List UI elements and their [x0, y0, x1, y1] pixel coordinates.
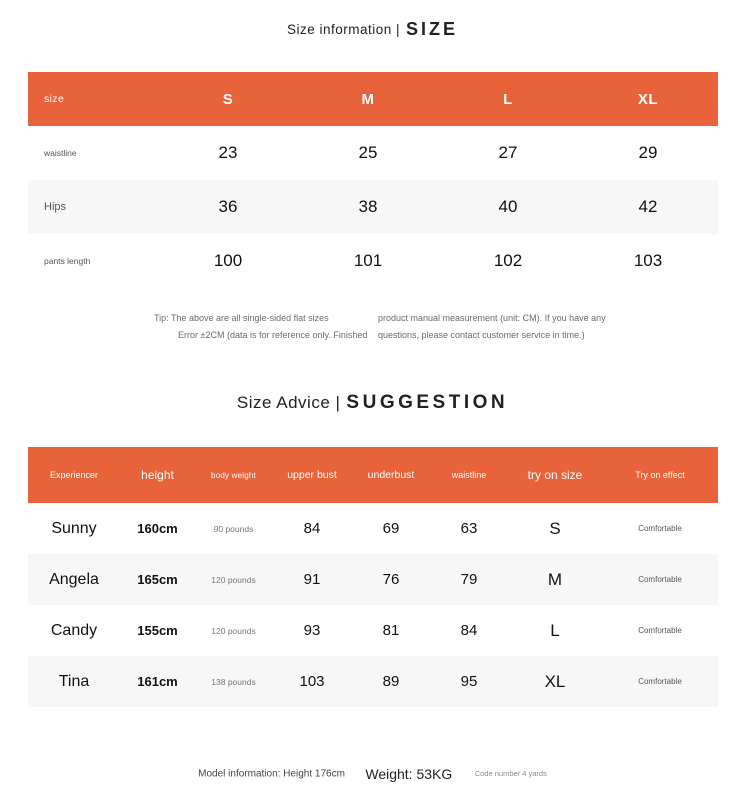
- size-row-label-pants-length: pants length: [44, 256, 91, 266]
- advice-cell-size-1: M: [547, 569, 563, 589]
- size-table-header-s: S: [222, 90, 234, 108]
- size-advice-heading-emph: SUGGESTION: [346, 392, 509, 413]
- table-row: [28, 605, 718, 656]
- advice-cell-size-0: S: [549, 518, 561, 538]
- advice-cell-name-3: Tina: [58, 672, 90, 690]
- advice-cell-upper-bust-0: 84: [303, 520, 321, 537]
- size-table-header-row: [28, 72, 718, 126]
- advice-cell-upper-bust-3: 103: [299, 673, 325, 690]
- advice-cell-underbust-2: 81: [382, 622, 400, 639]
- footer-weight: Weight: 53KG: [365, 765, 453, 782]
- size-advice-heading-lead: Size Advice |: [236, 393, 341, 412]
- advice-cell-name-2: Candy: [50, 621, 98, 639]
- tip-line2-right: questions, please contact customer service in time.): [378, 330, 585, 341]
- advice-cell-weight-3: 138 pounds: [211, 676, 256, 687]
- advice-cell-effect-0: Comfortable: [638, 524, 682, 533]
- advice-cell-underbust-3: 89: [382, 673, 400, 690]
- size-table-header-m: M: [361, 90, 375, 108]
- size-cell-waistline-l: 27: [498, 143, 518, 162]
- advice-cell-effect-1: Comfortable: [638, 575, 682, 584]
- advice-cell-weight-1: 120 pounds: [211, 574, 256, 585]
- advice-cell-waistline-1: 79: [460, 571, 478, 588]
- footer-code-number: Code number 4 yards: [474, 769, 547, 779]
- advice-cell-waistline-0: 63: [460, 520, 478, 537]
- size-row-label-hips: Hips: [44, 201, 67, 213]
- size-table-header-l: L: [503, 90, 513, 108]
- size-table-header-xl: XL: [637, 90, 659, 108]
- size-cell-hips-xl: 42: [638, 197, 658, 216]
- advice-header-body-weight: body weight: [211, 470, 256, 480]
- advice-cell-name-0: Sunny: [51, 519, 97, 537]
- size-row-label-waistline: waistline: [44, 148, 77, 158]
- size-cell-waistline-s: 23: [218, 143, 238, 162]
- advice-cell-weight-2: 120 pounds: [211, 625, 256, 636]
- advice-header-experiencer: Experiencer: [49, 470, 99, 480]
- advice-header-height: height: [141, 468, 174, 482]
- advice-cell-effect-2: Comfortable: [638, 626, 682, 635]
- advice-cell-upper-bust-2: 93: [303, 622, 321, 639]
- table-row: [28, 126, 718, 180]
- advice-cell-size-2: L: [550, 620, 560, 640]
- advice-cell-height-3: 161cm: [137, 674, 178, 689]
- size-cell-hips-m: 38: [358, 197, 378, 216]
- size-info-heading-emph: SIZE: [406, 19, 459, 39]
- advice-cell-effect-3: Comfortable: [638, 677, 682, 686]
- table-row: [28, 554, 718, 605]
- advice-cell-height-1: 165cm: [137, 572, 178, 587]
- advice-cell-underbust-1: 76: [382, 571, 400, 588]
- tip-line2-left: Error ±2CM (data is for reference only. Finished: [178, 330, 368, 341]
- size-cell-waistline-m: 25: [358, 143, 378, 162]
- size-information-table: [28, 72, 718, 288]
- size-cell-pants-length-s: 100: [213, 251, 243, 270]
- advice-cell-upper-bust-1: 91: [303, 571, 321, 588]
- advice-cell-size-3: XL: [544, 671, 566, 691]
- table-row: [28, 503, 718, 554]
- model-information-footer: [0, 765, 745, 783]
- size-info-heading-lead: Size information |: [286, 22, 401, 37]
- advice-header-upper-bust: upper bust: [287, 469, 337, 481]
- measurement-tip: [150, 310, 610, 344]
- advice-cell-height-2: 155cm: [137, 623, 178, 638]
- advice-cell-underbust-0: 69: [382, 520, 400, 537]
- advice-cell-waistline-2: 84: [460, 622, 478, 639]
- size-advice-table: [28, 447, 718, 707]
- size-cell-pants-length-m: 101: [353, 251, 383, 270]
- table-row: [28, 234, 718, 288]
- advice-header-waistline: waistline: [451, 470, 487, 480]
- size-table-header-size: size: [44, 93, 65, 105]
- size-cell-waistline-xl: 29: [638, 143, 658, 162]
- size-info-heading: [0, 19, 745, 40]
- table-row: [28, 656, 718, 707]
- advice-header-underbust: underbust: [367, 469, 415, 481]
- advice-cell-waistline-3: 95: [460, 673, 478, 690]
- size-advice-heading: [0, 392, 745, 414]
- size-cell-hips-s: 36: [218, 197, 238, 216]
- size-cell-hips-l: 40: [498, 197, 518, 216]
- advice-header-try-on-size: try on size: [527, 468, 583, 482]
- advice-header-try-on-effect: Try on effect: [635, 470, 685, 480]
- size-cell-pants-length-l: 102: [493, 251, 523, 270]
- advice-table-header-row: [28, 447, 718, 503]
- advice-cell-weight-0: 90 pounds: [213, 523, 254, 534]
- footer-model-info: Model information: Height 176cm: [198, 768, 345, 780]
- size-cell-pants-length-xl: 103: [633, 251, 663, 270]
- advice-cell-name-1: Angela: [49, 570, 99, 588]
- tip-line1-left: Tip: The above are all single-sided flat sizes: [154, 313, 329, 323]
- tip-line1-right: product manual measurement (unit: CM). If you have any: [378, 313, 606, 323]
- table-row: [28, 180, 718, 234]
- advice-cell-height-0: 160cm: [137, 521, 178, 536]
